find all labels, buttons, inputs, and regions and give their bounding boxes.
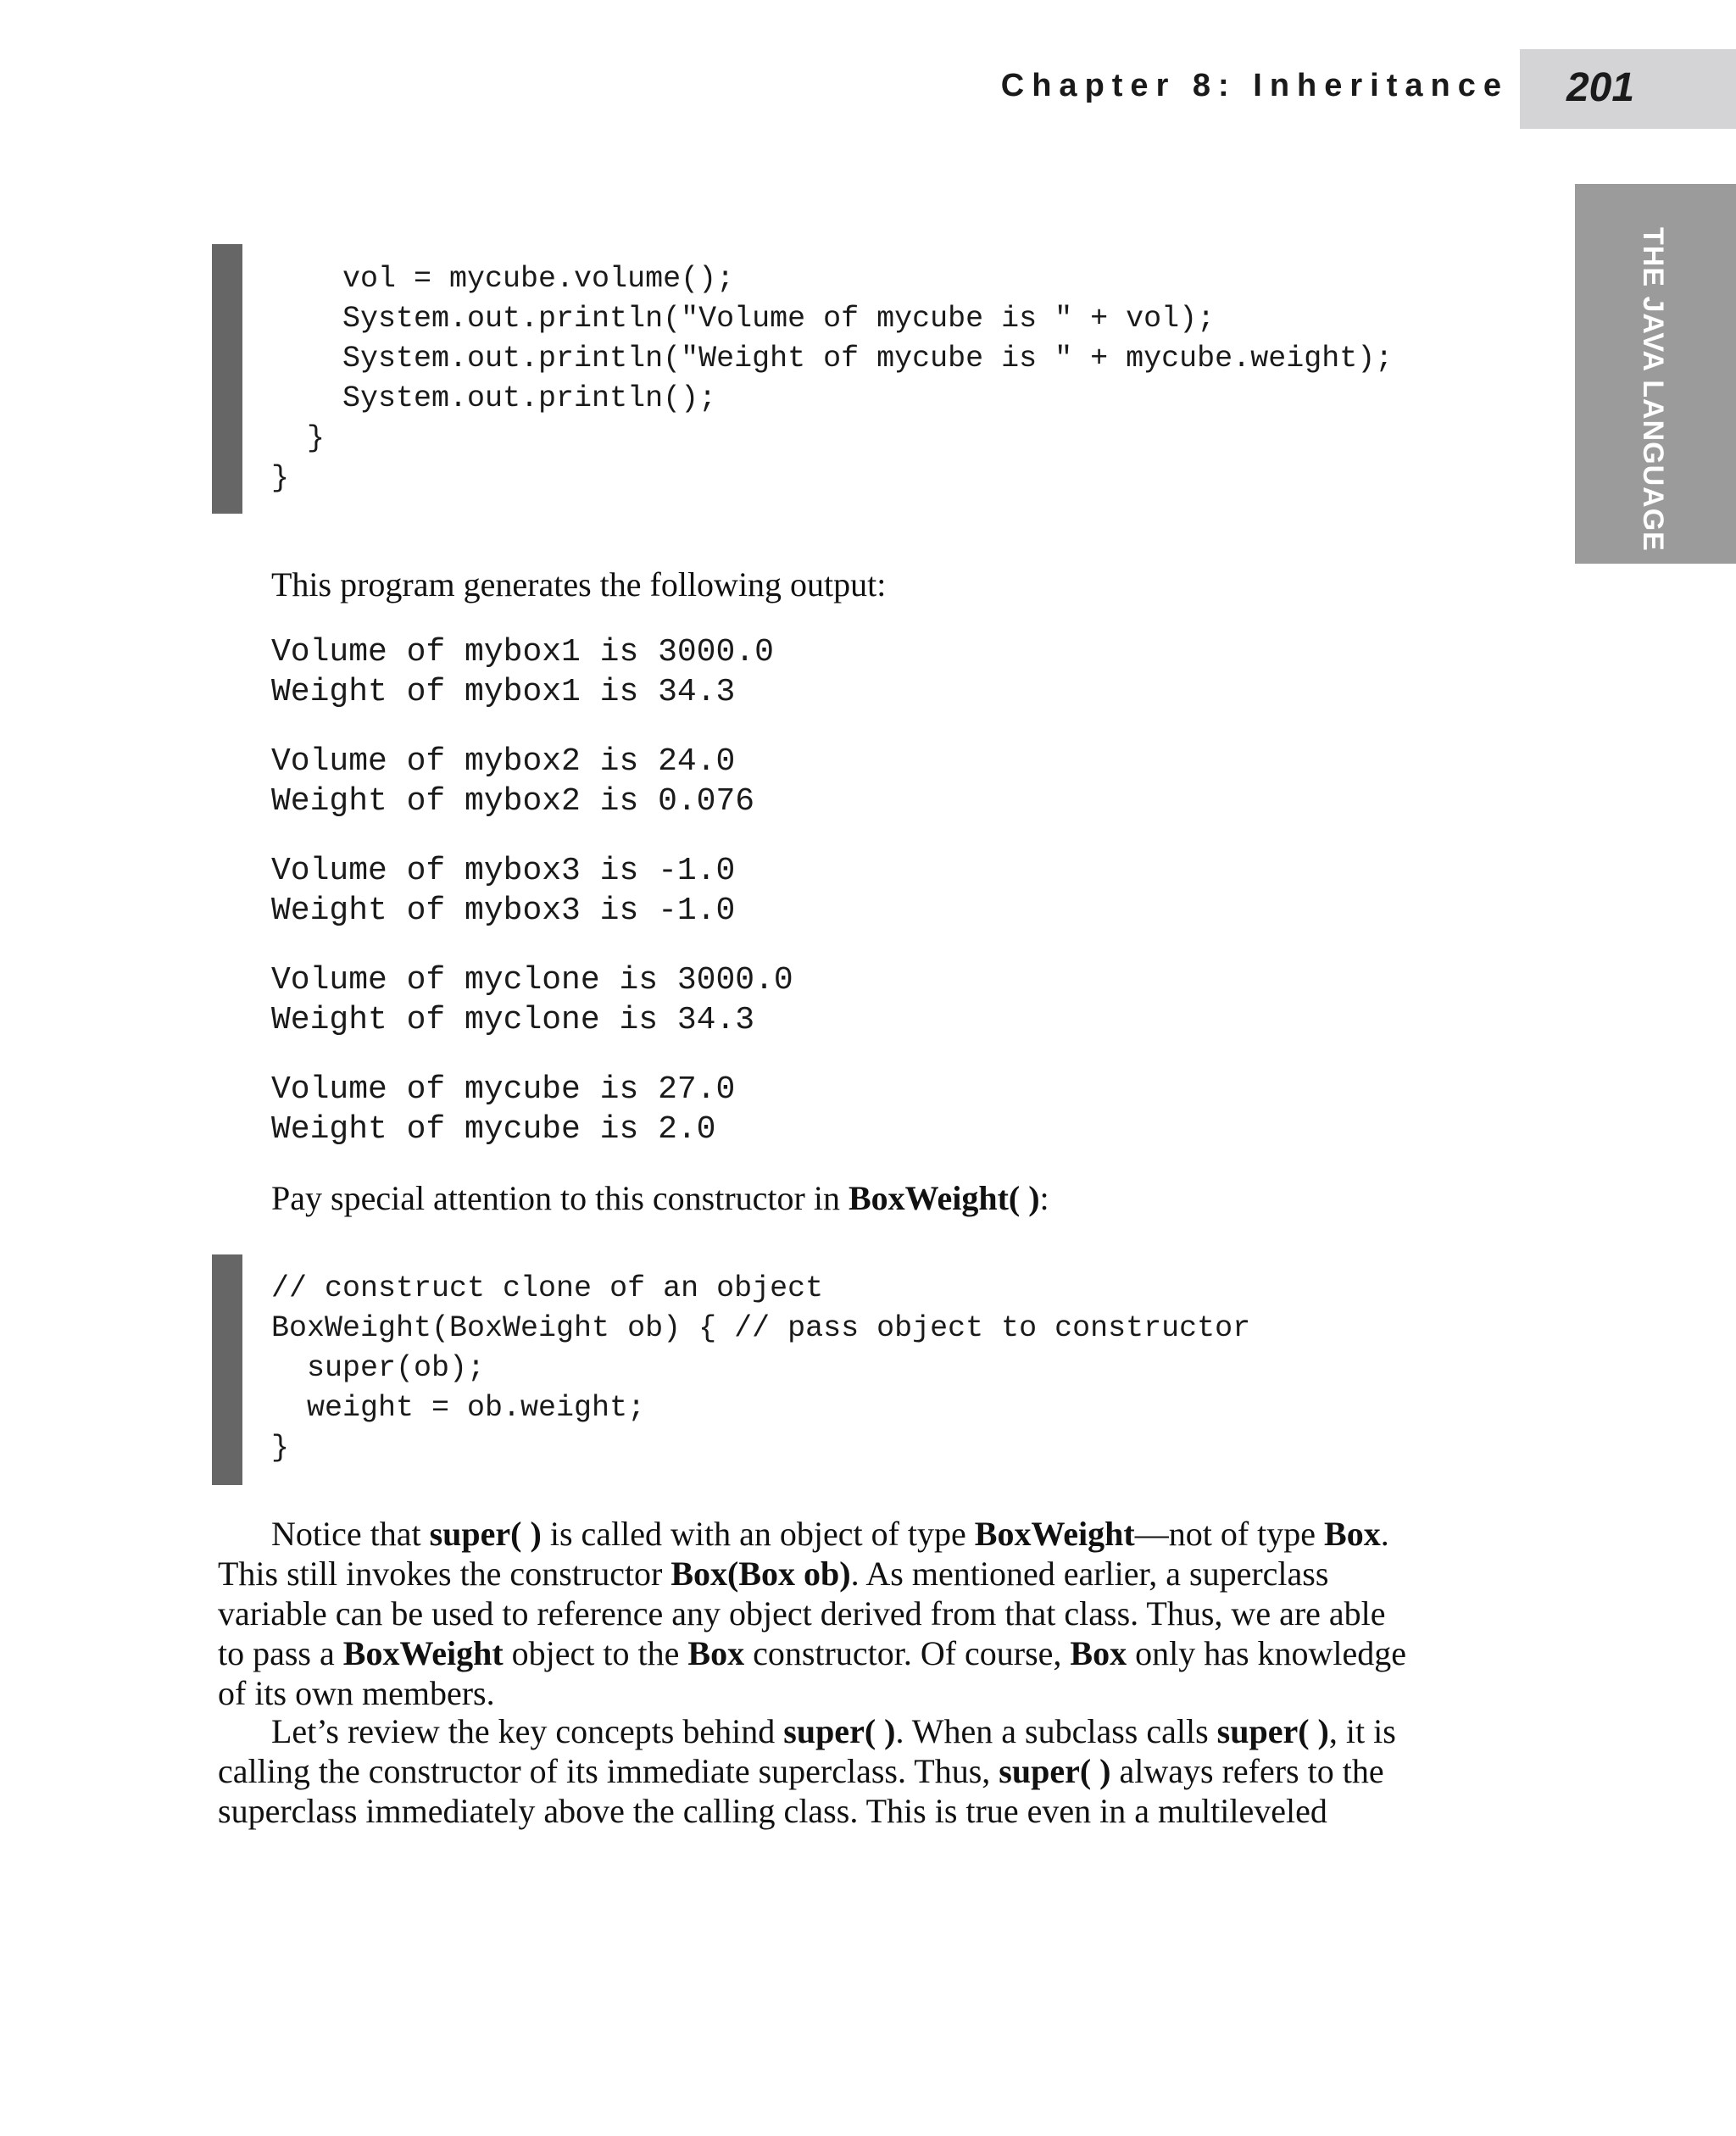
text-run: . xyxy=(1380,1515,1389,1553)
bold-term: super( ) xyxy=(783,1712,896,1750)
text-run: . When a subclass calls xyxy=(895,1712,1217,1750)
paragraph-line xyxy=(218,1633,1506,1673)
text-run: Let’s review the key concepts behind xyxy=(271,1712,784,1750)
output-line: Weight of mycube is 2.0 xyxy=(271,1111,716,1148)
text-run: superclass immediately above the calling class. This is true even in a multileveled xyxy=(218,1792,1327,1830)
text-run: variable can be used to reference any object derived from that class. Thus, we are able xyxy=(218,1594,1386,1633)
bold-term: super( ) xyxy=(429,1515,542,1553)
paragraph-line xyxy=(218,1514,1506,1554)
paragraph-line xyxy=(218,1673,1506,1713)
bold-term: BoxWeight xyxy=(974,1515,1135,1553)
output-group xyxy=(271,851,793,931)
attention-lead: Pay special attention to this constructor in xyxy=(271,1179,849,1217)
text-run: always refers to the xyxy=(1110,1752,1384,1790)
code-line: System.out.println("Volume of mycube is " + vol); xyxy=(271,302,1216,336)
code-line: BoxWeight(BoxWeight ob) { // pass object to constructor xyxy=(271,1311,1251,1345)
bold-term: Box xyxy=(1324,1515,1381,1553)
output-line: Volume of mybox2 is 24.0 xyxy=(271,743,736,780)
output-line: Weight of mybox2 is 0.076 xyxy=(271,783,755,820)
text-run: object to the xyxy=(503,1634,688,1672)
output-line: Weight of mybox3 is -1.0 xyxy=(271,893,736,929)
code-bar-2 xyxy=(212,1254,242,1485)
paragraph-2 xyxy=(218,1711,1506,1831)
page-number: 201 xyxy=(1566,65,1635,110)
output-group xyxy=(271,960,793,1040)
intro-text: This program generates the following output: xyxy=(271,565,887,604)
code-line: System.out.println("Weight of mycube is " + mycube.weight); xyxy=(271,342,1394,375)
text-run: calling the constructor of its immediate superclass. Thus, xyxy=(218,1752,999,1790)
output-line: Volume of mycube is 27.0 xyxy=(271,1071,736,1108)
text-run: —not of type xyxy=(1134,1515,1325,1553)
code-line: } xyxy=(271,421,326,455)
text-run: to pass a xyxy=(218,1634,343,1672)
code-block-1 xyxy=(271,259,1393,498)
attention-bold: BoxWeight( ) xyxy=(848,1179,1040,1217)
code-line: } xyxy=(271,1431,290,1465)
bold-term: super( ) xyxy=(1216,1712,1329,1750)
code-line: // construct clone of an object xyxy=(271,1271,824,1305)
text-run: constructor. Of course, xyxy=(744,1634,1071,1672)
bold-term: super( ) xyxy=(999,1752,1111,1790)
text-run: is called with an object of type xyxy=(541,1515,975,1553)
side-tab-label: THE JAVA LANGUAGE xyxy=(1637,227,1669,552)
paragraph-line xyxy=(218,1554,1506,1594)
paragraph-line xyxy=(218,1711,1506,1751)
text-run: This still invokes the constructor xyxy=(218,1555,671,1593)
text-run: only has knowledge xyxy=(1127,1634,1407,1672)
output-line: Volume of myclone is 3000.0 xyxy=(271,962,793,998)
output-line: Weight of myclone is 34.3 xyxy=(271,1002,755,1038)
output-group xyxy=(271,632,793,712)
output-group xyxy=(271,1070,793,1149)
output-line: Volume of mybox3 is -1.0 xyxy=(271,853,736,889)
attention-text xyxy=(271,1178,1049,1218)
program-output xyxy=(271,632,793,1179)
paragraph-line xyxy=(218,1751,1506,1791)
code-block-2 xyxy=(271,1269,1250,1468)
paragraph-line xyxy=(218,1791,1506,1831)
text-run: of its own members. xyxy=(218,1674,495,1712)
bold-term: Box xyxy=(1070,1634,1127,1672)
code-line: super(ob); xyxy=(271,1351,486,1385)
code-line: vol = mycube.volume(); xyxy=(271,262,735,296)
output-group xyxy=(271,742,793,821)
running-head: Chapter 8: Inheritance xyxy=(1000,68,1509,103)
text-run: Notice that xyxy=(271,1515,430,1553)
output-line: Weight of mybox1 is 34.3 xyxy=(271,674,736,710)
code-line: weight = ob.weight; xyxy=(271,1391,646,1425)
text-run: . As mentioned earlier, a superclass xyxy=(850,1555,1329,1593)
bold-term: Box xyxy=(687,1634,745,1672)
bold-term: BoxWeight xyxy=(342,1634,504,1672)
code-bar-1 xyxy=(212,244,242,514)
text-run: , it is xyxy=(1328,1712,1396,1750)
bold-term: Box(Box ob) xyxy=(670,1555,851,1593)
output-line: Volume of mybox1 is 3000.0 xyxy=(271,634,774,670)
code-line: System.out.println(); xyxy=(271,381,717,415)
attention-colon: : xyxy=(1039,1179,1049,1217)
code-line: } xyxy=(271,461,290,495)
paragraph-line xyxy=(218,1594,1506,1633)
paragraph-1 xyxy=(218,1514,1506,1713)
